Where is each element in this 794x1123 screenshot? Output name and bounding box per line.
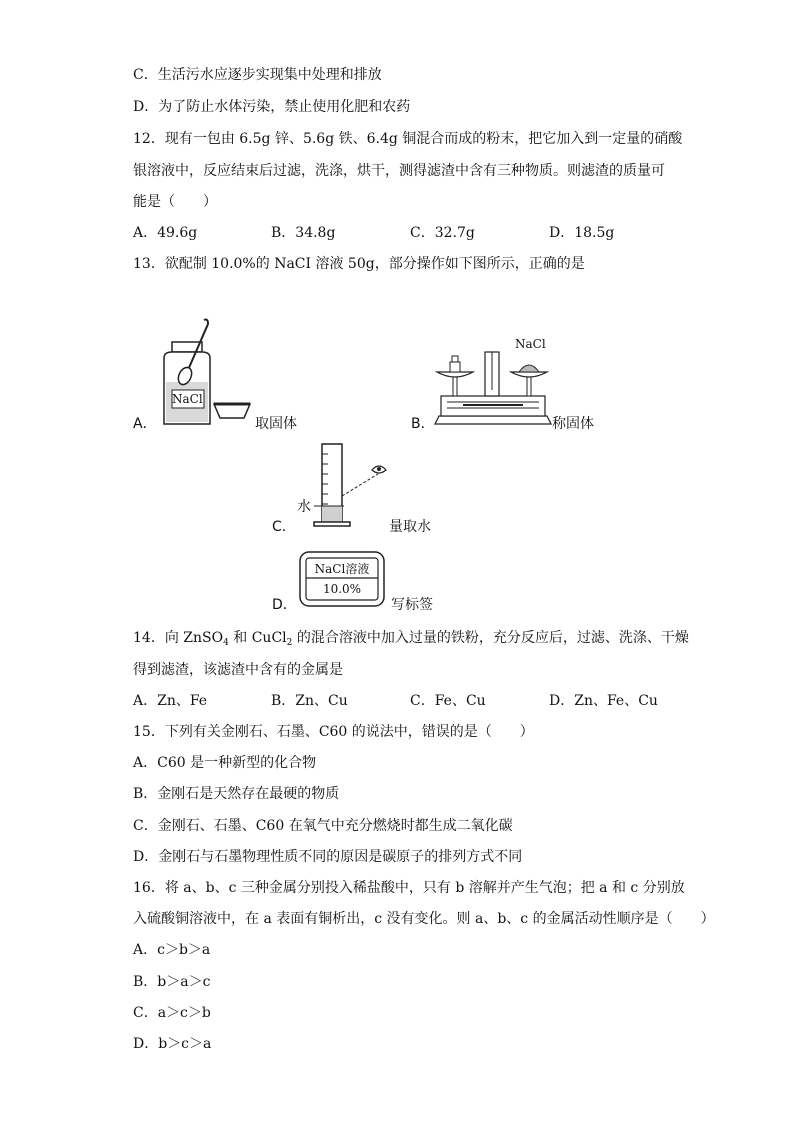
graduated-cylinder-figure: [312, 440, 392, 530]
q13-fig-b-letter: B．: [411, 416, 435, 432]
pan-label: NaCl: [515, 337, 546, 351]
q15-option-a: A．C60 是一种新型的化合物: [133, 755, 317, 771]
q12-option-d: D．18.5g: [549, 225, 615, 241]
balance-figure: [433, 346, 553, 432]
q13-fig-c-caption: 量取水: [389, 519, 431, 535]
bottle-label: NaCl: [172, 392, 203, 406]
q12-option-c: C．32.7g: [410, 225, 475, 241]
option-c-q11: C．生活污水应逐步实现集中处理和排放: [133, 67, 382, 83]
question-16-line1: 16．将 a、b、c 三种金属分别投入稀盐酸中，只有 b 溶解并产生气泡；把 a 和 c 分别放: [133, 880, 685, 896]
q14-option-d: D．Zn、Fe、Cu: [549, 693, 658, 709]
q14-option-a: A．Zn、Fe: [133, 693, 208, 709]
question-12-line2: 银溶液中，反应结束后过滤，洗涤，烘干，测得滤渣中含有三种物质。则滤渣的质量可: [133, 163, 665, 179]
question-14-line1: 14．向 ZnSO$_4$ 和 CuCl$_2$ 的混合溶液中加入过量的铁粉，充分反应后，过滤、洗涤、干燥: [133, 630, 689, 648]
q14-option-b: B．Zn、Cu: [271, 693, 348, 709]
q12-option-a: A．49.6g: [133, 225, 198, 241]
q13-fig-d-letter: D．: [272, 597, 297, 613]
q15-option-d: D．金刚石与石墨物理性质不同的原因是碳原子的排列方式不同: [133, 849, 523, 865]
q16-option-c: C．a＞c＞b: [133, 1005, 211, 1021]
reagent-bottle-figure: [158, 318, 258, 432]
water-label: 水: [297, 499, 311, 515]
q13-fig-b-caption: 称固体: [552, 416, 594, 432]
q13-fig-c-letter: C．: [272, 519, 296, 535]
question-12-line1: 12．现有一包由 6.5g 锌、5.6g 铁、6.4g 铜混合而成的粉末，把它加入到一定量的硝酸: [133, 131, 683, 147]
q13-fig-d-caption: 写标签: [391, 597, 433, 613]
question-12-line3: 能是（ ）: [133, 194, 217, 210]
q12-option-b: B．34.8g: [271, 225, 336, 241]
q15-option-b: B．金刚石是天然存在最硬的物质: [133, 786, 340, 802]
q13-fig-a-letter: A．: [133, 416, 157, 432]
q15-option-c: C．金刚石、石墨、C60 在氧气中充分燃烧时都生成二氧化碳: [133, 818, 513, 834]
label-text-bottom: 10.0%: [322, 582, 362, 596]
q16-option-a: A．c＞b＞a: [133, 942, 211, 958]
question-14-line2: 得到滤渣，该滤渣中含有的金属是: [133, 662, 343, 678]
question-13: 13．欲配制 10.0%的 NaCI 溶液 50g，部分操作如下图所示，正确的是: [133, 256, 585, 272]
label-text-top: NaCl溶液: [314, 562, 370, 576]
option-d-q11: D．为了防止水体污染，禁止使用化肥和农药: [133, 99, 411, 115]
question-16-line2: 入硫酸铜溶液中，在 a 表面有铜析出，c 没有变化。则 a、b、c 的金属活动性顺序是（ ）: [133, 911, 715, 927]
q14-option-c: C．Fe、Cu: [410, 693, 486, 709]
q16-option-b: B．b＞a＞c: [133, 974, 211, 990]
q16-option-d: D．b＞c＞a: [133, 1036, 212, 1052]
q13-fig-a-caption: 取固体: [255, 416, 297, 432]
question-15: 15．下列有关金刚石、石墨、C60 的说法中，错误的是（ ）: [133, 724, 534, 740]
